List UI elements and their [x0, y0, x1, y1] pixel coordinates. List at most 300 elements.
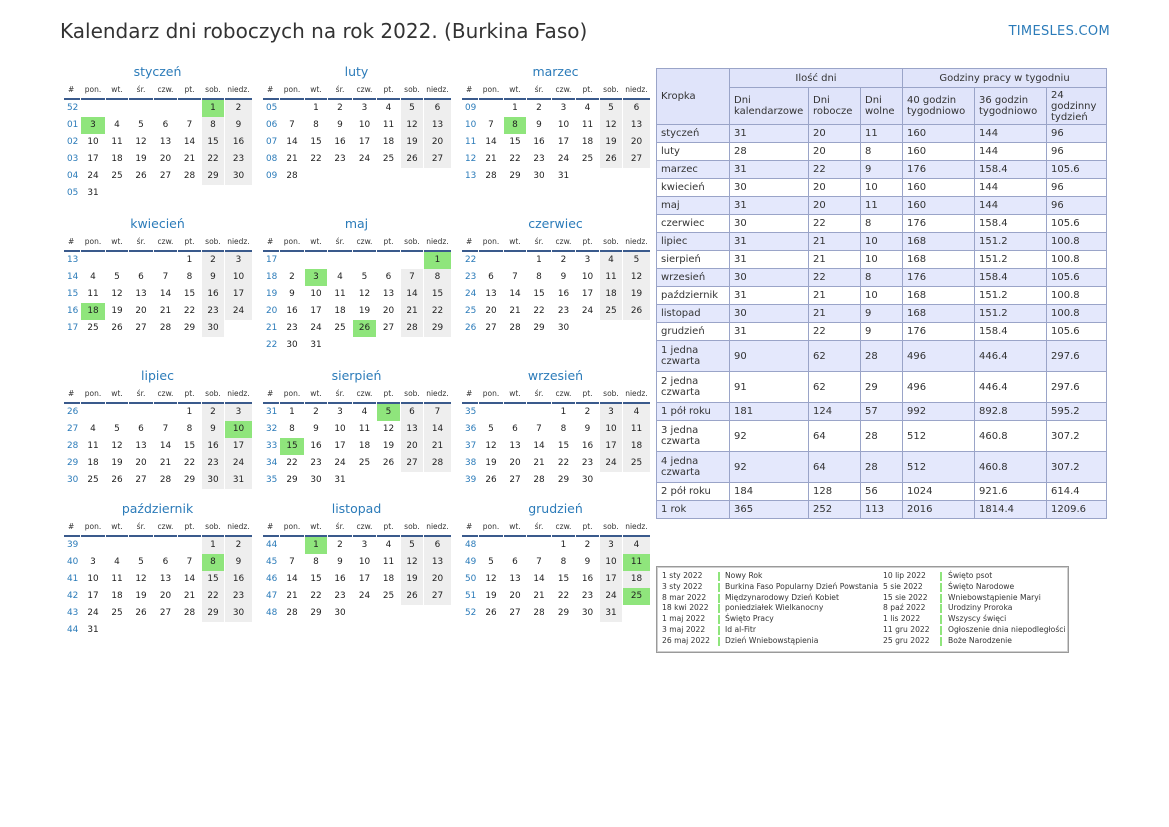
month-6: [63, 366, 252, 489]
day-cell: 16: [334, 574, 346, 584]
col-header-40h: 40 godzin tygodniowo: [903, 88, 975, 125]
empty-cell: [623, 472, 650, 489]
day-cell: 7: [162, 424, 169, 434]
day-cell: 22: [310, 154, 322, 164]
cell-hours-40: 512: [903, 452, 975, 483]
week-number: 16: [67, 306, 79, 316]
empty-cell: [353, 252, 376, 269]
holiday-date: 8 paź 2022: [883, 603, 926, 613]
week-number: 26: [465, 323, 477, 333]
day-cell: 18: [623, 571, 650, 588]
cell-calendar-days: 31: [730, 287, 809, 305]
day-cell: 3: [81, 117, 105, 134]
day-cell: 25: [87, 475, 99, 485]
day-cell: 12: [623, 269, 650, 286]
day-cell: 3: [337, 407, 343, 417]
table-row: [657, 215, 1107, 233]
day-cell: 23: [334, 154, 346, 164]
day-cell: 1: [202, 537, 224, 554]
week-number: 39: [67, 540, 79, 550]
day-cell: 7: [401, 269, 423, 286]
day-cell: 6: [385, 272, 392, 282]
day-cell: 14: [183, 137, 196, 147]
day-cell: 16: [225, 571, 252, 588]
weekday-header: czw.: [154, 82, 177, 100]
cell-days-off: 57: [861, 403, 903, 421]
day-cell: 29: [424, 320, 451, 337]
col-header-calendar-days: Dni kalendarzowe: [730, 88, 809, 125]
day-cell: 10: [87, 574, 99, 584]
empty-cell: [280, 537, 304, 554]
holiday-name: Święto Narodowe: [948, 581, 1015, 591]
empty-cell: [106, 252, 128, 269]
cell-hours-40: 176: [903, 161, 975, 179]
day-cell: 17: [334, 441, 346, 451]
day-cell: 23: [581, 458, 594, 468]
day-cell: 9: [202, 269, 224, 286]
day-cell: 7: [289, 557, 295, 567]
holiday-date: 15 sie 2022: [883, 592, 928, 602]
day-cell: 20: [424, 571, 451, 588]
cell-calendar-days: 31: [730, 125, 809, 143]
day-cell: 6: [623, 100, 650, 117]
weekday-header: pon.: [280, 386, 304, 404]
empty-cell: [154, 252, 177, 269]
day-cell: 8: [313, 120, 319, 130]
weekday-header: pon.: [81, 82, 105, 100]
month-11: [461, 499, 650, 622]
day-cell: 24: [225, 455, 252, 472]
col-header-working-days: Dni robocze: [809, 88, 861, 125]
empty-cell: [377, 168, 400, 185]
week-number: 29: [67, 458, 79, 468]
week-number: 10: [465, 120, 477, 130]
holiday-date: 11 gru 2022: [883, 624, 930, 634]
table-row: [657, 287, 1107, 305]
weekday-header: wt.: [305, 234, 327, 252]
cell-period: listopad: [657, 305, 730, 323]
cell-period: grudzień: [657, 323, 730, 341]
day-cell: 8: [289, 424, 295, 434]
week-number: 22: [266, 340, 278, 350]
day-cell: 6: [424, 100, 451, 117]
weekday-header: sob.: [401, 234, 423, 252]
day-cell: 21: [286, 154, 298, 164]
day-cell: 2: [584, 407, 591, 417]
day-cell: 28: [533, 608, 545, 618]
holiday-name: Wniebowstąpienie Maryi: [948, 592, 1041, 602]
month-3: [63, 214, 252, 337]
day-cell: 26: [111, 323, 123, 333]
cell-hours-36: 892.8: [975, 403, 1047, 421]
day-cell: 20: [135, 306, 147, 316]
week-number: 19: [266, 289, 278, 299]
day-cell: 7: [186, 557, 193, 567]
empty-cell: [504, 252, 526, 269]
cell-calendar-days: 184: [730, 483, 809, 501]
empty-cell: [623, 605, 650, 622]
cell-working-days: 22: [809, 323, 861, 341]
day-cell: 9: [225, 554, 252, 571]
day-cell: 12: [485, 574, 497, 584]
day-cell: 18: [382, 574, 395, 584]
week-number: 15: [67, 289, 79, 299]
week-number: 44: [67, 625, 79, 635]
day-cell: 4: [361, 407, 368, 417]
day-cell: 11: [581, 120, 594, 130]
empty-cell: [129, 537, 153, 554]
day-cell: 19: [135, 591, 147, 601]
day-cell: 5: [361, 272, 368, 282]
day-cell: 30: [202, 320, 224, 337]
day-cell: 12: [135, 137, 147, 147]
day-cell: 7: [424, 404, 451, 421]
day-cell: 17: [87, 591, 99, 601]
day-cell: 7: [289, 120, 295, 130]
holiday-marker: [718, 572, 720, 581]
cell-calendar-days: 91: [730, 372, 809, 403]
cell-hours-24: 96: [1047, 197, 1107, 215]
cell-working-days: 20: [809, 125, 861, 143]
table-row: [657, 197, 1107, 215]
cell-days-off: 28: [861, 452, 903, 483]
week-number: 01: [67, 120, 79, 130]
day-cell: 9: [584, 424, 591, 434]
day-cell: 2: [584, 540, 591, 550]
day-cell: 13: [509, 441, 521, 451]
day-cell: 1: [289, 407, 295, 417]
month-7: [262, 366, 451, 489]
holiday-name: Boże Narodzenie: [948, 635, 1012, 645]
day-cell: 8: [504, 117, 526, 134]
day-cell: 2: [202, 252, 224, 269]
day-cell: 3: [361, 103, 368, 113]
week-number: 50: [465, 574, 477, 584]
empty-cell: [623, 320, 650, 337]
empty-cell: [154, 100, 177, 117]
week-number: 30: [67, 475, 79, 485]
empty-cell: [504, 537, 526, 554]
day-cell: 20: [623, 134, 650, 151]
day-cell: 20: [382, 306, 395, 316]
day-cell: 21: [533, 591, 545, 601]
day-cell: 18: [111, 154, 123, 164]
weekday-header: niedz.: [424, 386, 451, 404]
day-cell: 15: [557, 574, 570, 584]
table-row: [657, 305, 1107, 323]
empty-cell: [202, 185, 224, 202]
day-cell: 9: [202, 421, 224, 438]
day-cell: 26: [485, 475, 497, 485]
day-cell: 8: [202, 554, 224, 571]
day-cell: 27: [159, 171, 172, 181]
empty-cell: [178, 100, 201, 117]
day-cell: 29: [557, 475, 570, 485]
cell-working-days: 22: [809, 215, 861, 233]
holiday-date: 25 gru 2022: [883, 635, 930, 645]
holiday-legend: [656, 566, 1069, 653]
day-cell: 13: [159, 137, 172, 147]
weekday-header: sob.: [401, 519, 423, 537]
day-cell: 13: [159, 574, 172, 584]
day-cell: 8: [186, 424, 193, 434]
day-cell: 21: [159, 306, 172, 316]
cell-calendar-days: 30: [730, 179, 809, 197]
empty-cell: [377, 605, 400, 622]
weekday-header: śr.: [129, 82, 153, 100]
month-name: grudzień: [528, 501, 583, 516]
weekday-header: pon.: [479, 386, 503, 404]
cell-period: luty: [657, 143, 730, 161]
page-title: Kalendarz dni roboczych na rok 2022. (Burkina Faso): [60, 19, 588, 43]
cell-working-days: 64: [809, 421, 861, 452]
empty-cell: [353, 472, 376, 489]
weekday-header: czw.: [552, 519, 575, 537]
day-cell: 13: [135, 441, 147, 451]
day-cell: 5: [114, 272, 120, 282]
holiday-name: poniedziałek Wielkanocny: [725, 603, 824, 613]
cell-period: maj: [657, 197, 730, 215]
week-number: 42: [67, 591, 79, 601]
day-cell: 23: [225, 588, 252, 605]
day-cell: 2: [560, 255, 567, 265]
week-number: 25: [465, 306, 477, 316]
table-row: [657, 233, 1107, 251]
day-cell: 23: [310, 458, 322, 468]
holiday-marker: [718, 604, 720, 613]
day-cell: 14: [183, 574, 196, 584]
day-cell: 23: [202, 455, 224, 472]
days-group-header: Ilość dni: [730, 69, 903, 88]
cell-period: 1 jedna czwarta: [657, 341, 730, 372]
day-cell: 20: [509, 591, 521, 601]
day-cell: 28: [183, 608, 196, 618]
day-cell: 5: [488, 424, 494, 434]
cell-hours-24: 105.6: [1047, 323, 1107, 341]
day-cell: 29: [533, 323, 545, 333]
weekday-header: czw.: [154, 519, 177, 537]
weekday-header: niedz.: [623, 519, 650, 537]
day-cell: 18: [382, 137, 395, 147]
day-cell: 6: [488, 272, 494, 282]
cell-period: sierpień: [657, 251, 730, 269]
week-number: 21: [266, 323, 278, 333]
day-cell: 20: [401, 438, 423, 455]
month-name: styczeń: [133, 64, 182, 79]
holiday-marker: [940, 615, 942, 624]
cell-hours-40: 1024: [903, 483, 975, 501]
holiday-name: Burkina Faso Popularny Dzień Powstania: [725, 581, 879, 591]
day-cell: 25: [87, 323, 99, 333]
cell-period: marzec: [657, 161, 730, 179]
day-cell: 6: [162, 557, 169, 567]
month-5: [461, 214, 650, 337]
day-cell: 29: [183, 475, 196, 485]
day-cell: 13: [509, 574, 521, 584]
cell-working-days: 21: [809, 233, 861, 251]
day-cell: 10: [225, 269, 252, 286]
day-cell: 24: [358, 591, 371, 601]
brand-link[interactable]: TIMESLES.COM: [1008, 24, 1110, 39]
week-number: 46: [266, 574, 278, 584]
week-number: 17: [266, 255, 278, 265]
day-cell: 23: [225, 151, 252, 168]
cell-hours-40: 160: [903, 197, 975, 215]
empty-cell: [225, 320, 252, 337]
weekday-header: niedz.: [225, 82, 252, 100]
weekday-header: #: [64, 519, 80, 537]
weekday-header: śr.: [527, 519, 551, 537]
weekday-header: wt.: [106, 519, 128, 537]
day-cell: 18: [581, 137, 594, 147]
week-number: 52: [465, 608, 477, 618]
empty-cell: [129, 185, 153, 202]
day-cell: 27: [135, 475, 147, 485]
cell-calendar-days: 90: [730, 341, 809, 372]
cell-days-off: 11: [861, 125, 903, 143]
day-cell: 4: [385, 103, 392, 113]
cell-hours-36: 1814.4: [975, 501, 1047, 519]
empty-cell: [600, 320, 622, 337]
month-9: [63, 499, 252, 639]
day-cell: 13: [485, 289, 497, 299]
cell-period: 1 pół roku: [657, 403, 730, 421]
month-4: [262, 214, 451, 354]
empty-cell: [401, 252, 423, 269]
day-cell: 4: [623, 404, 650, 421]
day-cell: 31: [87, 625, 99, 635]
day-cell: 20: [424, 134, 451, 151]
cell-working-days: 252: [809, 501, 861, 519]
weekday-header: pt.: [377, 519, 400, 537]
empty-cell: [479, 404, 503, 421]
day-cell: 27: [424, 588, 451, 605]
cell-calendar-days: 28: [730, 143, 809, 161]
day-cell: 5: [401, 537, 423, 554]
week-number: 39: [465, 475, 477, 485]
day-cell: 27: [623, 151, 650, 168]
week-number: 38: [465, 458, 477, 468]
day-cell: 6: [138, 272, 144, 282]
day-cell: 11: [358, 424, 371, 434]
day-cell: 14: [159, 289, 172, 299]
empty-cell: [225, 622, 252, 639]
day-cell: 3: [305, 269, 327, 286]
cell-hours-40: 168: [903, 287, 975, 305]
day-cell: 17: [581, 289, 594, 299]
cell-days-off: 10: [861, 233, 903, 251]
weekday-header: wt.: [106, 82, 128, 100]
weekday-header: niedz.: [225, 386, 252, 404]
cell-period: 2 pół roku: [657, 483, 730, 501]
weekday-header: #: [462, 519, 478, 537]
empty-cell: [154, 404, 177, 421]
day-cell: 11: [623, 421, 650, 438]
week-number: 13: [67, 255, 79, 265]
cell-hours-36: 144: [975, 179, 1047, 197]
day-cell: 19: [111, 306, 123, 316]
day-cell: 31: [87, 188, 99, 198]
weekday-header: #: [263, 234, 279, 252]
month-name: marzec: [532, 64, 579, 79]
holiday-name: Wszyscy święci: [948, 614, 1007, 624]
day-cell: 30: [286, 340, 298, 350]
week-number: 26: [67, 407, 79, 417]
day-cell: 6: [401, 404, 423, 421]
holiday-date: 1 maj 2022: [662, 614, 706, 624]
table-row: [657, 323, 1107, 341]
holiday-name: Nowy Rok: [725, 571, 763, 580]
cell-calendar-days: 31: [730, 251, 809, 269]
day-cell: 16: [581, 441, 594, 451]
day-cell: 31: [557, 171, 570, 181]
day-cell: 22: [286, 458, 298, 468]
weekday-header: sob.: [600, 82, 622, 100]
cell-hours-36: 151.2: [975, 251, 1047, 269]
day-cell: 29: [286, 475, 298, 485]
day-cell: 19: [135, 154, 147, 164]
cell-days-off: 56: [861, 483, 903, 501]
empty-cell: [623, 168, 650, 185]
week-number: 33: [266, 441, 278, 451]
cell-hours-24: 96: [1047, 143, 1107, 161]
day-cell: 21: [485, 154, 497, 164]
weekday-header: #: [462, 386, 478, 404]
week-number: 37: [465, 441, 477, 451]
weekday-header: wt.: [106, 234, 128, 252]
day-cell: 30: [581, 608, 594, 618]
day-cell: 12: [401, 554, 423, 571]
month-1: [262, 62, 451, 185]
day-cell: 1: [186, 255, 193, 265]
week-number: 04: [67, 171, 79, 181]
week-number: 31: [266, 407, 278, 417]
day-cell: 11: [111, 574, 123, 584]
weekday-header: czw.: [353, 519, 376, 537]
cell-period: październik: [657, 287, 730, 305]
day-cell: 20: [509, 458, 521, 468]
empty-cell: [81, 100, 105, 117]
week-number: 40: [67, 557, 79, 567]
cell-period: 3 jedna czwarta: [657, 421, 730, 452]
day-cell: 10: [310, 289, 322, 299]
day-cell: 4: [90, 272, 96, 282]
cell-hours-36: 151.2: [975, 287, 1047, 305]
day-cell: 13: [382, 289, 395, 299]
day-cell: 12: [111, 441, 123, 451]
weekday-header: śr.: [328, 519, 352, 537]
day-cell: 6: [424, 537, 451, 554]
week-number: 35: [465, 407, 477, 417]
cell-period: czerwiec: [657, 215, 730, 233]
week-number: 44: [266, 540, 278, 550]
cell-hours-40: 168: [903, 305, 975, 323]
table-row: [657, 372, 1107, 403]
cell-hours-36: 151.2: [975, 305, 1047, 323]
cell-hours-24: 297.6: [1047, 372, 1107, 403]
day-cell: 8: [202, 117, 224, 134]
day-cell: 29: [183, 323, 196, 333]
day-cell: 30: [334, 608, 346, 618]
day-cell: 25: [334, 323, 346, 333]
weekday-header: niedz.: [424, 519, 451, 537]
empty-cell: [328, 337, 352, 354]
day-cell: 19: [401, 571, 423, 588]
day-cell: 21: [509, 306, 521, 316]
day-cell: 3: [584, 255, 591, 265]
day-cell: 22: [424, 303, 451, 320]
table-row: [657, 403, 1107, 421]
